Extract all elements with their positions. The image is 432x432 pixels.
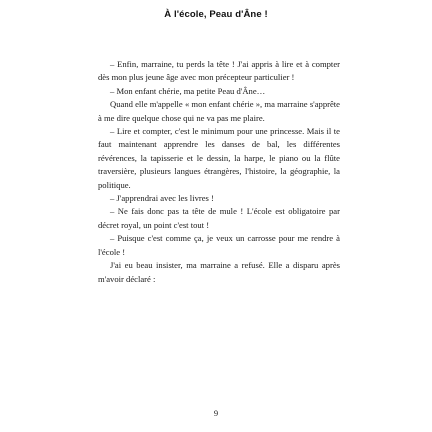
paragraph-8: J'ai eu beau insister, ma marraine a refusé. Elle a disparu après m'avoir déclaré :: [98, 260, 340, 284]
paragraph-2: – Mon enfant chérie, ma petite Peau d'Âne…: [110, 85, 266, 96]
paragraph-3: Quand elle m'appelle « mon enfant chérie », ma marraine s'apprête à me dire quelque chose qui ne va pas me plaire.: [98, 99, 340, 123]
body-text: [98, 58, 340, 286]
paragraph-4: – Lire et compter, c'est le minimum pour une princesse. Mais il te faut maintenant apprendre les danses de bal, les différentes révérences, la tapisserie et le dessin, la harpe, le piano ou la flûte traversière, plusieurs langues étrangères, l'histoire, la géographie, la politique.: [98, 126, 340, 190]
paragraph-7: – Puisque c'est comme ça, je veux un carrosse pour me rendre à l'école !: [98, 233, 340, 257]
paragraph-1: – Enfin, marraine, tu perds la tête ! J'ai appris à lire et à compter dès mon plus jeune âge avec mon précepteur particulier !: [98, 59, 340, 83]
chapter-title: À l'école, Peau d'Âne !: [164, 9, 268, 20]
paragraph-5: – J'apprendrai avec les livres !: [110, 193, 214, 204]
page-number: 9: [213, 408, 219, 418]
paragraph-6: – Ne fais donc pas ta tête de mule ! L'école est obligatoire par décret royal, un point c'est tout !: [98, 206, 340, 230]
